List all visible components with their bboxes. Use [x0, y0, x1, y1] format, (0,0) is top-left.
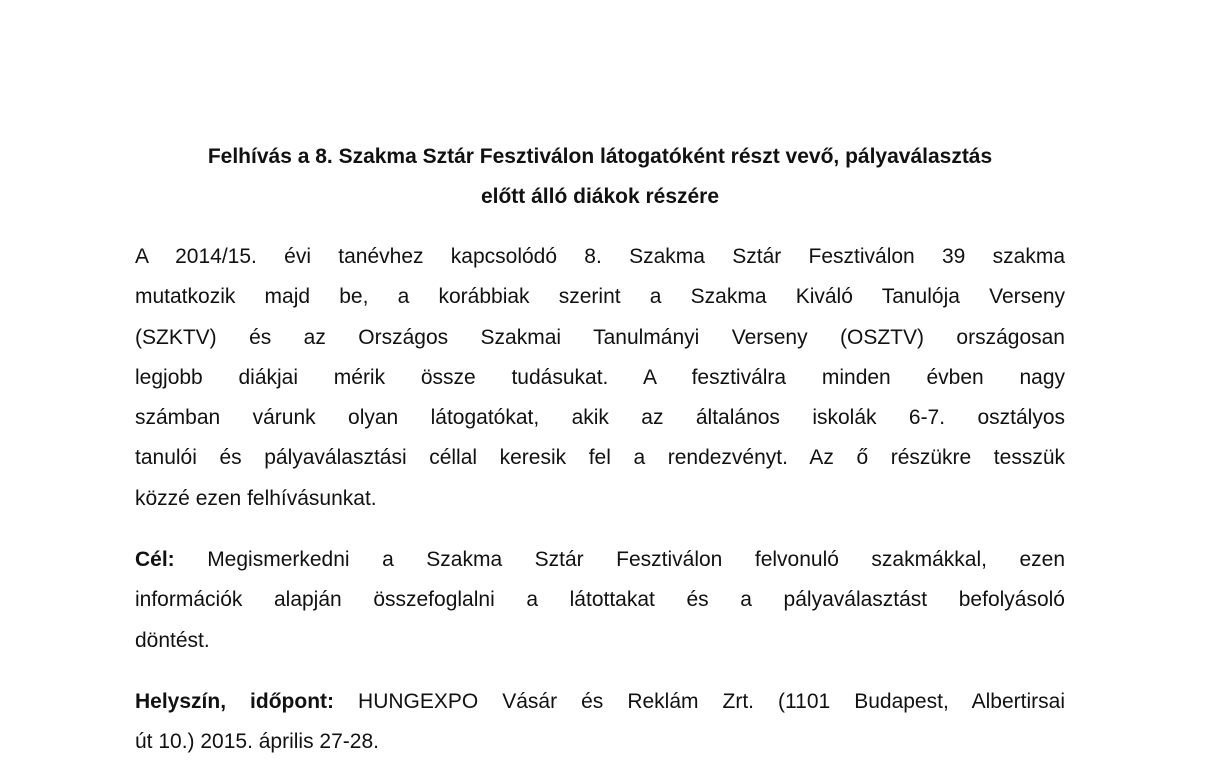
title-line: Felhívás a 8. Szakma Sztár Fesztiválon látogatóként részt vevő, pályaválasztás [207, 145, 993, 168]
venue-text: HUNGEXPO Vásár és Reklám Zrt. (1101 Budapest, Albertirsai [334, 689, 1065, 713]
text-line: út 10.) 2015. április 27-28. [135, 730, 379, 754]
text-line: (SZKTV) és az Országos Szakmai Tanulmányi Verseny (OSZTV) országosan [135, 325, 1065, 349]
venue-paragraph [135, 682, 1065, 763]
text-line: számban várunk olyan látogatókat, akik az általános iskolák 6-7. osztályos [135, 406, 1065, 430]
venue-label: Helyszín, időpont: [135, 689, 335, 713]
text-line: legjobb diákjai mérik össze tudásukat. A fesztiválra minden évben nagy [135, 365, 1065, 389]
text-line: mutatkozik majd be, a korábbiak szerint a Szakma Kiváló Tanulója Verseny [135, 285, 1065, 309]
goal-label: Cél: [135, 548, 175, 572]
text-line: A 2014/15. évi tanévhez kapcsolódó 8. Szakma Sztár Fesztiválon 39 szakma [135, 245, 1065, 268]
text-line: információk alapján összefoglalni a látottakat és a pályaválasztást befolyásoló [135, 588, 1065, 612]
document-page [135, 137, 1065, 784]
text-line: tanulói és pályaválasztási céllal keresik fel a rendezvényt. Az ő részükre tesszük [135, 446, 1065, 470]
goal-text: Megismerkedni a Szakma Sztár Fesztiválon felvonuló szakmákkal, ezen [174, 548, 1065, 572]
text-line [135, 682, 1065, 722]
intro-paragraph [135, 237, 1065, 519]
text-line: közzé ezen felhívásunkat. [135, 486, 377, 510]
text-line: döntést. [135, 628, 210, 652]
document-title [135, 137, 1065, 217]
goal-paragraph [135, 540, 1065, 661]
title-line: előtt álló diákok részére [480, 185, 720, 208]
text-line [135, 540, 1065, 580]
